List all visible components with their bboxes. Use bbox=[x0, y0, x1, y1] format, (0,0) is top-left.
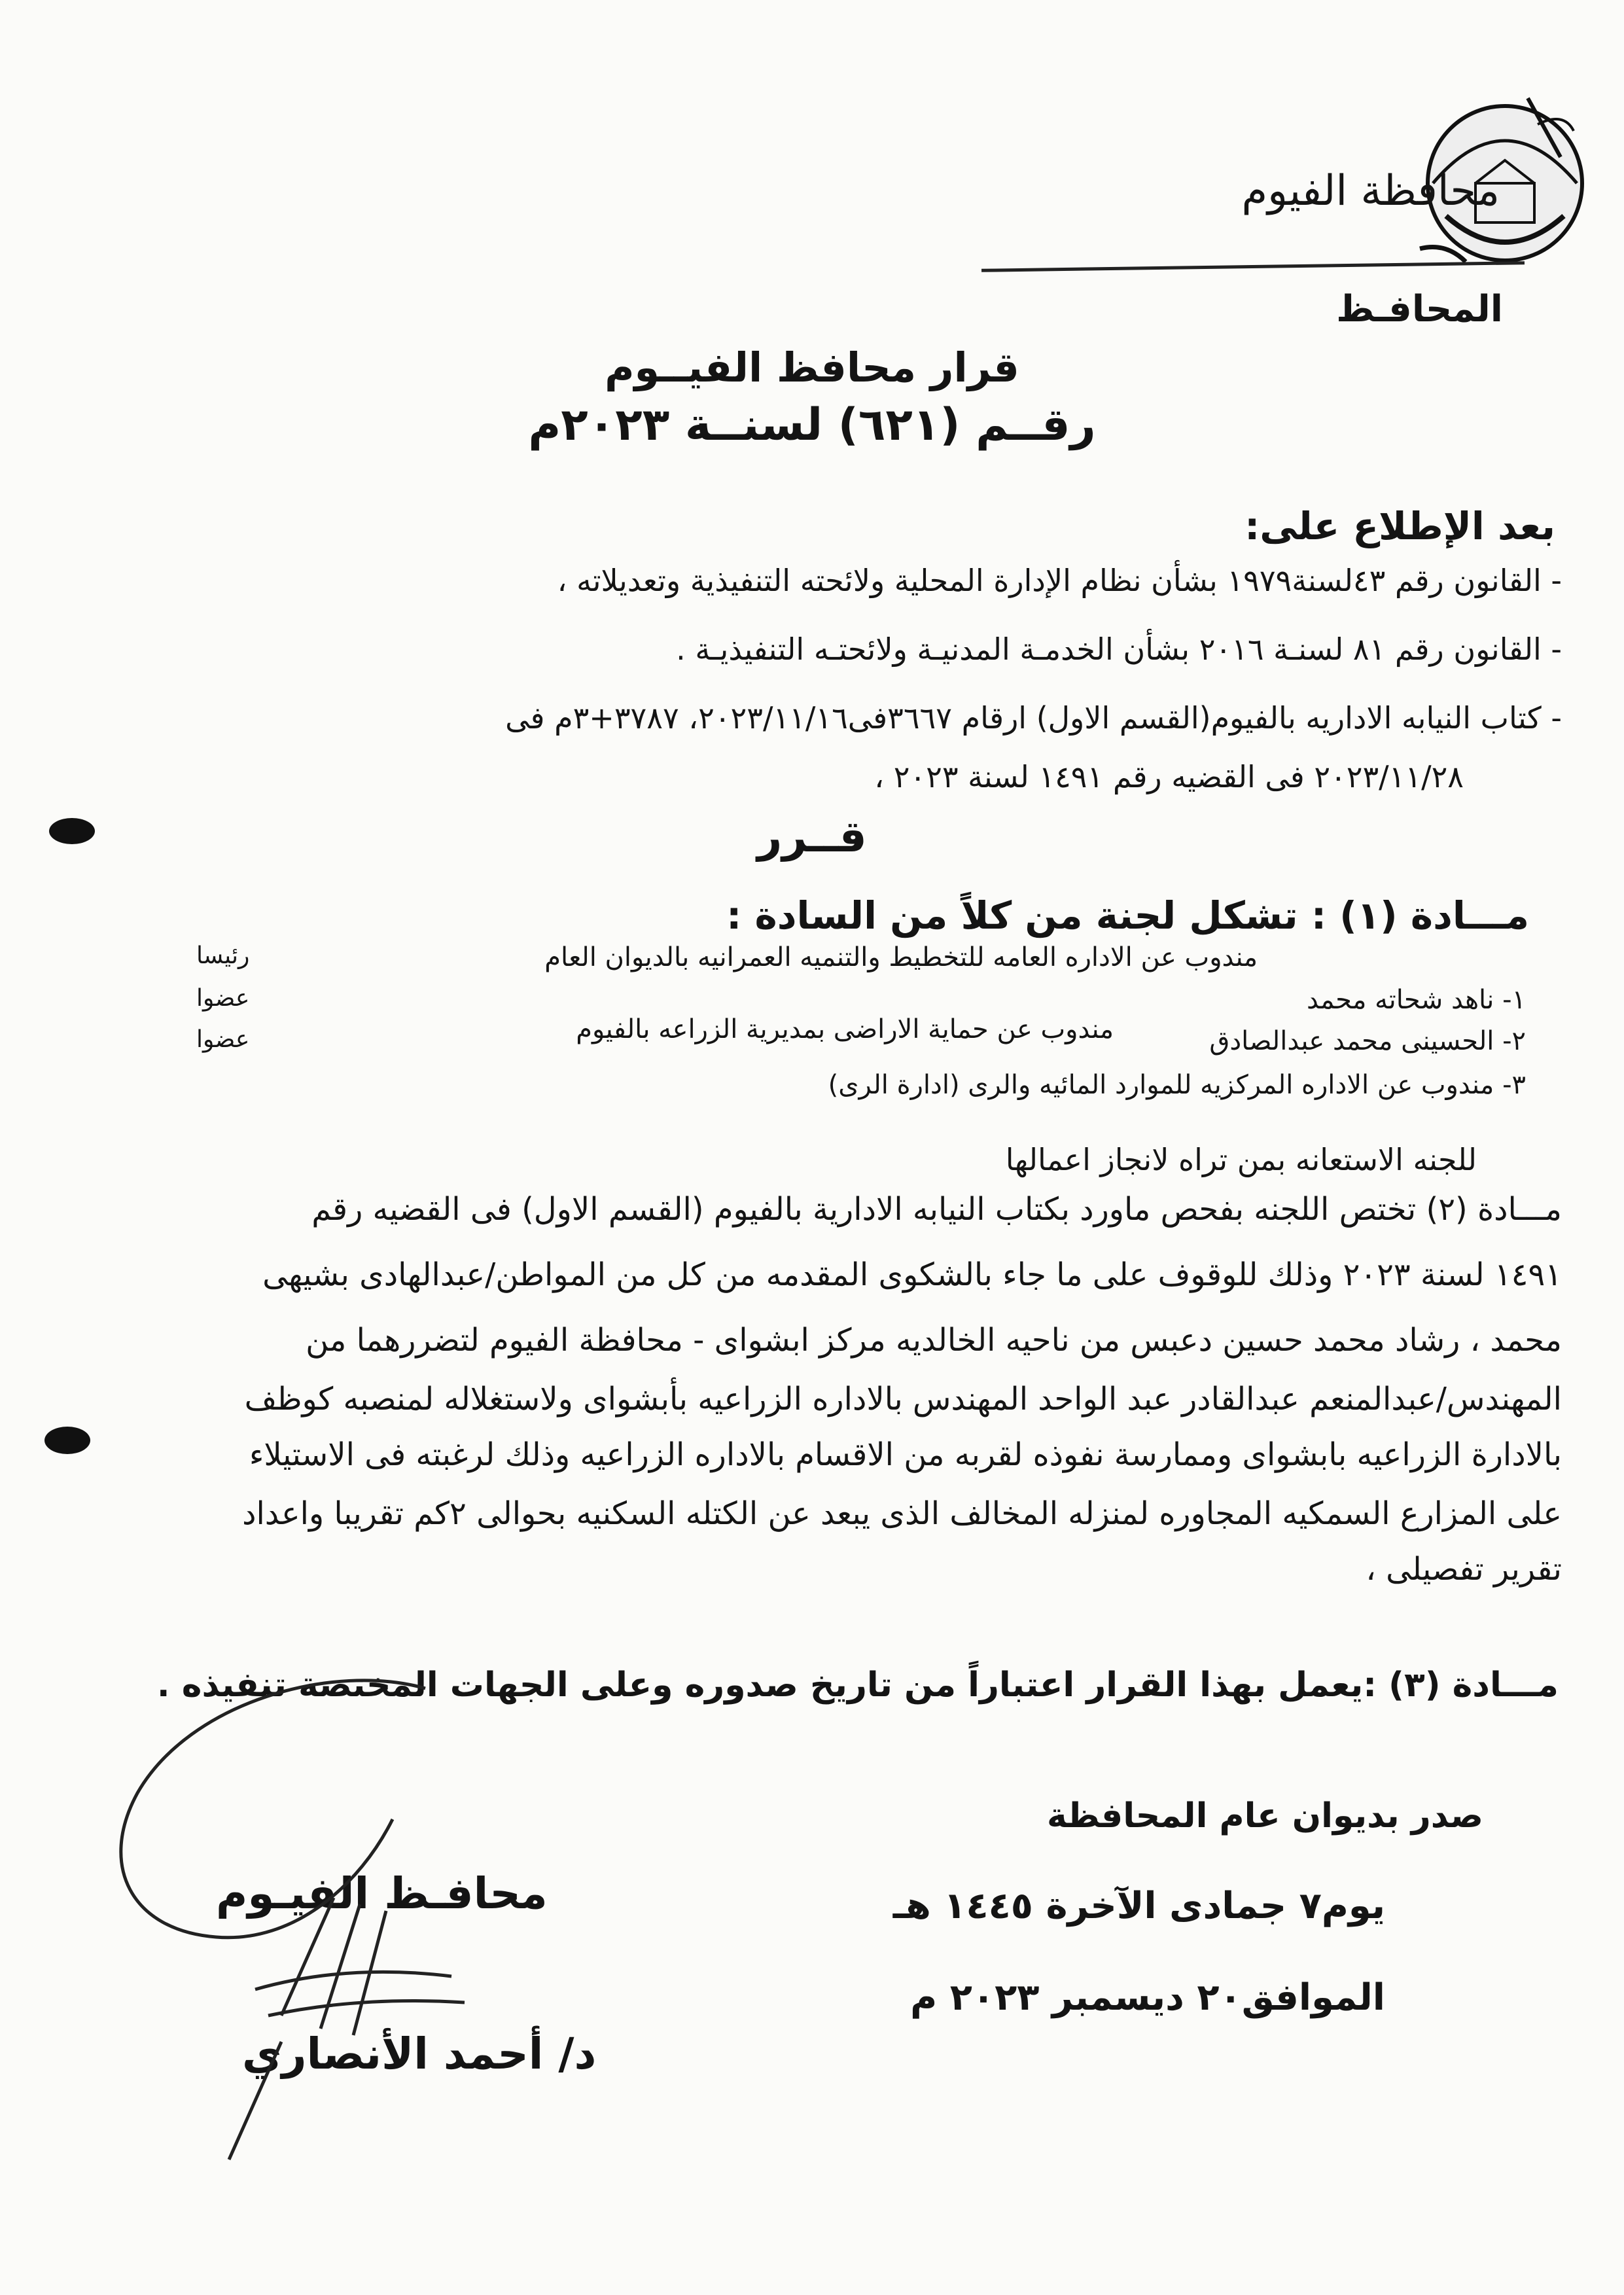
article-2-line: مـــادة (٢) تختص اللجنه بفحص ماورد بكتاب النيابه الادارية بالفيوم (القسم الاول) فى القضيه رقم bbox=[311, 1191, 1562, 1228]
signatory-title: محافـظ الفيـوم bbox=[216, 1868, 548, 1919]
committee-role: مندوب عن الاداره العامه للتخطيط والتنميه العمرانيه بالديوان العام bbox=[544, 942, 1258, 972]
article-2-line: تقرير تفصيلى ، bbox=[1366, 1551, 1562, 1588]
decree-title: قرار محافظ الفيــوم bbox=[605, 344, 1019, 391]
decree-number: رقــم (٦٢١) لسنــة ٢٠٢٣م bbox=[528, 399, 1096, 451]
gregorian-date: الموافق٢٠ ديسمبر ٢٠٢٣ م bbox=[910, 1976, 1385, 2019]
hijri-date: يوم٧ جمادى الآخرة ١٤٤٥ هـ bbox=[892, 1885, 1385, 1927]
article-2-line: على المزارع السمكيه المجاوره لمنزله المخالف الذى يبعد عن الكتله السكنيه بحوالى ٢كم تقريبا واعداد bbox=[242, 1495, 1562, 1532]
preamble-heading: بعد الإطلاع على: bbox=[1244, 504, 1555, 548]
article-2-line: ١٤٩١ لسنة ٢٠٢٣ وذلك للوقوف على ما جاء بالشكوى المقدمه من كل من المواطن/عبدالهادى بشيهى bbox=[262, 1256, 1562, 1293]
issuance-place: صدر بديوان عام المحافظة bbox=[1046, 1796, 1483, 1836]
office-label: المحافـظ bbox=[1336, 288, 1503, 330]
preamble-item: - كتاب النيابه الاداريه بالفيوم(القسم الاول) ارقام ٣٦٦٧فى٢٠٢٣/١١/١٦، ٣٧٨٧+٣م فى bbox=[505, 700, 1562, 736]
scan-mark bbox=[44, 1427, 90, 1454]
signatory-name: د/ أحمد الأنصاري bbox=[242, 2029, 597, 2079]
committee-note: للجنه الاستعانه بمن تراه لانجاز اعمالها bbox=[1005, 1142, 1477, 1177]
article-2-line: بالادارة الزراعيه بابشواى وممارسة نفوذه لقربه من الاقسام بالاداره الزراعيه وذلك لرغبته فى الاستيلاء bbox=[249, 1436, 1562, 1473]
handwritten-signature-icon bbox=[85, 1649, 556, 2173]
article-2-line: المهندس/عبدالمنعم عبدالقادر عبد الواحد المهندس بالاداره الزراعيه بأبشواى ولاستغلاله لمنصبه كوظف bbox=[244, 1381, 1562, 1417]
committee-role: مندوب عن حماية الاراضى بمديرية الزراعه بالفيوم bbox=[576, 1014, 1114, 1044]
article-3: مـــادة (٣) :يعمل بهذا القرار اعتباراً من تاريخ صدوره وعلى الجهات المختصة تنفيذه . bbox=[156, 1665, 1559, 1705]
committee-member: ٢- الحسينى محمد عبدالصادق bbox=[1209, 1026, 1526, 1056]
article-2-line: محمد ، رشاد محمد حسين دعبس من ناحيه الخالديه مركز ابشواى - محافظة الفيوم لتضررهما من bbox=[306, 1322, 1562, 1359]
article-1-heading: مـــادة (١) : تشكل لجنة من كلاً من السادة : bbox=[726, 893, 1529, 938]
decision-heading: قــرر bbox=[757, 811, 867, 862]
preamble-item: - القانون رقم ٨١ لسنـة ٢٠١٦ بشأن الخدمـة المدنيـة ولائحتـه التنفيذيـة . bbox=[676, 632, 1562, 667]
preamble-item: - القانون رقم ٤٣لسنة١٩٧٩ بشأن نظام الإدارة المحلية ولائحته التنفيذية وتعديلاته ، bbox=[557, 563, 1562, 598]
committee-member: ٣- مندوب عن الاداره المركزيه للموارد المائيه والرى (ادارة الرى) bbox=[828, 1070, 1526, 1100]
governorate-name: محافظة الفيوم bbox=[1241, 167, 1500, 215]
committee-member: ١- ناهد شحاته محمد bbox=[1307, 985, 1526, 1015]
committee-position: عضوا bbox=[196, 1026, 250, 1053]
preamble-item-continuation: ٢٠٢٣/١١/٢٨ فى القضيه رقم ١٤٩١ لسنة ٢٠٢٣ ، bbox=[874, 759, 1464, 794]
committee-position: عضوا bbox=[196, 985, 250, 1012]
committee-position: رئيسا bbox=[196, 942, 250, 969]
